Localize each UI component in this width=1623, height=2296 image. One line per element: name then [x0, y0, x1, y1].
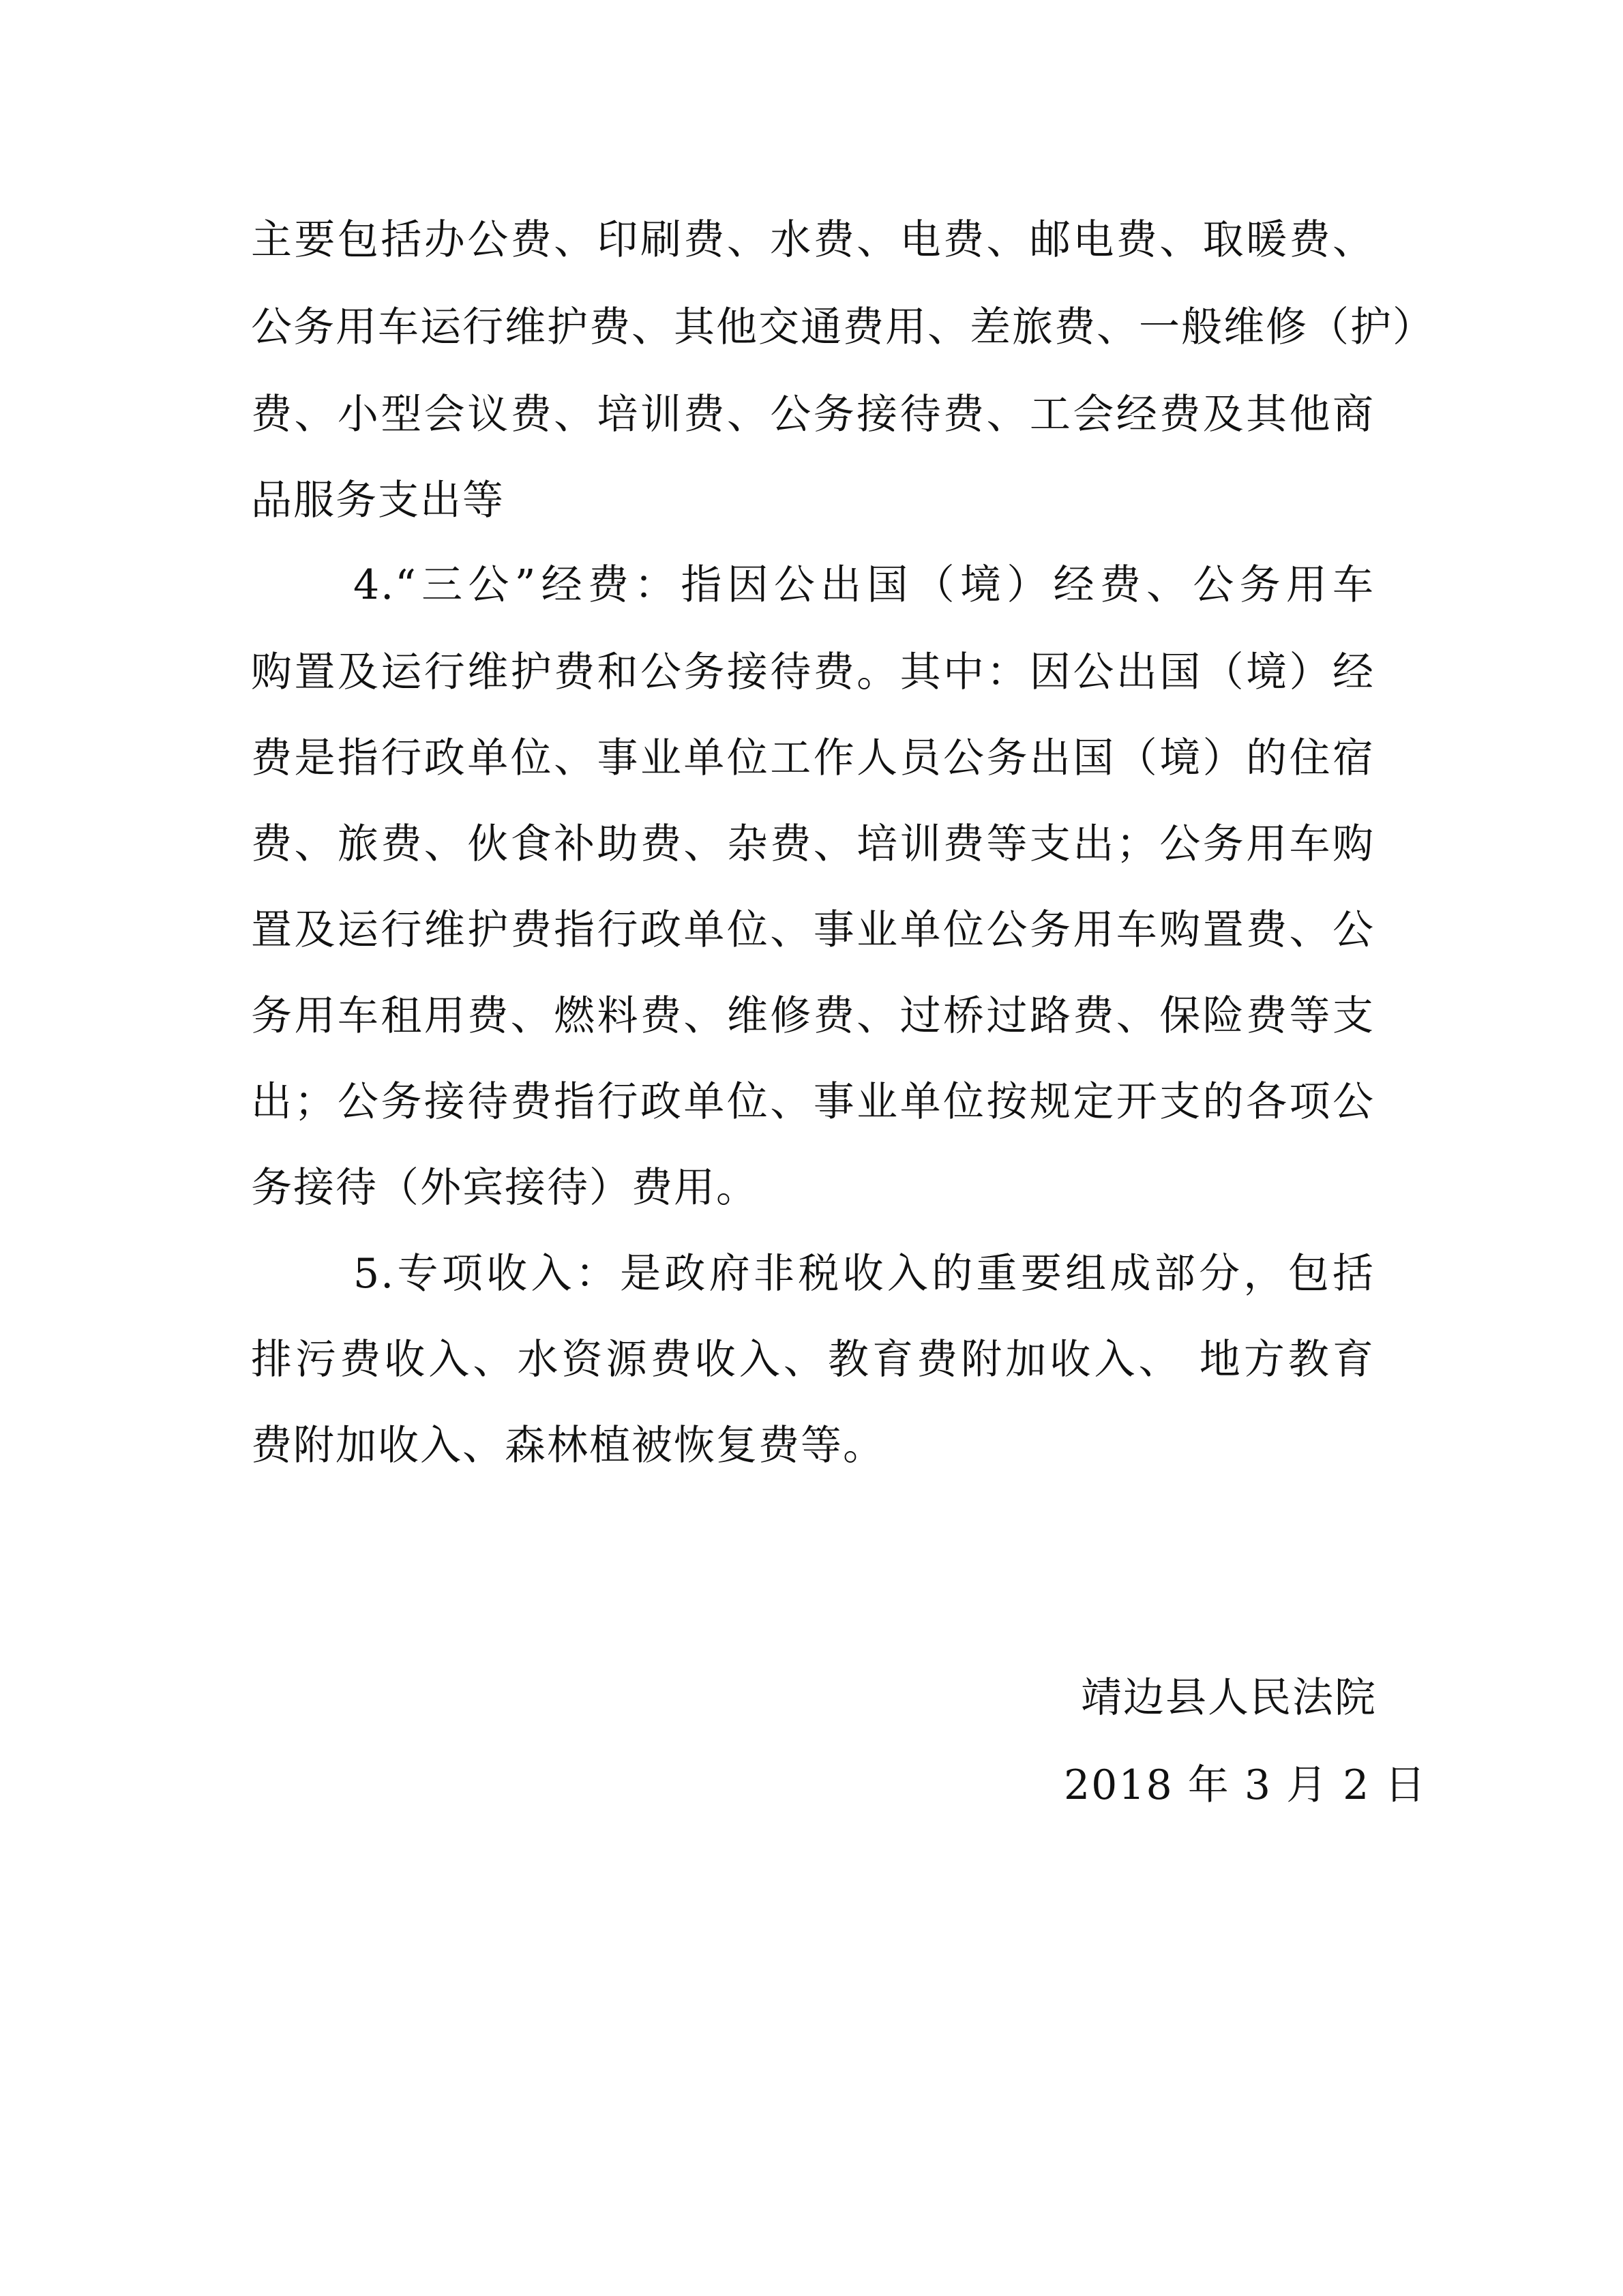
paragraph-4-line-2: 购置及运行维护费和公务接待费。其中：因公出国（境）经 [251, 648, 1375, 696]
paragraph-4-line-3: 费是指行政单位、事业单位工作人员公务出国（境）的住宿 [251, 734, 1375, 782]
signature-organization: 靖边县人民法院 [1081, 1674, 1377, 1722]
paragraph-4-line-1: 4.“三公”经费：指因公出国（境）经费、公务用车 [353, 561, 1375, 609]
paragraph-4-line-6: 务用车租用费、燃料费、维修费、过桥过路费、保险费等支 [251, 992, 1375, 1040]
paragraph-4-line-4: 费、旅费、伙食补助费、杂费、培训费等支出；公务用车购 [251, 820, 1375, 868]
paragraph-4-line-7: 出；公务接待费指行政单位、事业单位按规定开支的各项公 [251, 1078, 1375, 1126]
paragraph-5-line-1: 5.专项收入：是政府非税收入的重要组成部分，包括 [353, 1250, 1375, 1298]
signature-date: 2018 年 3 月 2 日 [1064, 1761, 1427, 1809]
paragraph-3-line-2: 公务用车运行维护费、其他交通费用、差旅费、一般维修（护） [251, 303, 1435, 351]
paragraph-5-line-3: 费附加收入、森林植被恢复费等。 [251, 1422, 885, 1470]
paragraph-3-line-1: 主要包括办公费、印刷费、水费、电费、邮电费、取暖费、 [251, 216, 1375, 264]
paragraph-3-line-3: 费、小型会议费、培训费、公务接待费、工会经费及其他商 [251, 391, 1375, 438]
paragraph-4-line-5: 置及运行维护费指行政单位、事业单位公务用车购置费、公 [251, 906, 1375, 954]
paragraph-4-line-8: 务接待（外宾接待）费用。 [251, 1164, 758, 1212]
paragraph-3-line-4: 品服务支出等 [251, 477, 505, 524]
paragraph-5-line-2: 排污费收入、水资源费收入、教育费附加收入、 地方教育 [251, 1336, 1375, 1384]
